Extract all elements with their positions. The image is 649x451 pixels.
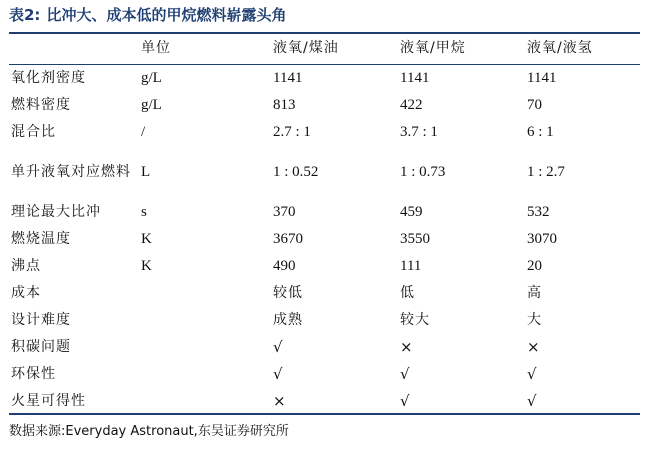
cell-methane: 低 [400, 284, 415, 301]
row-label: 燃料密度 [11, 96, 71, 113]
row-unit: / [141, 123, 146, 140]
cell-kerosene: 较低 [273, 284, 303, 301]
row-unit [141, 279, 273, 306]
table-bottom-rule [9, 413, 640, 415]
cell-hydrogen: 6 : 1 [527, 123, 554, 140]
row-unit: L [141, 163, 151, 180]
row-label: 沸点 [11, 257, 41, 274]
row-unit: s [141, 203, 147, 220]
row-label: 理论最大比冲 [11, 203, 101, 220]
cell-methane: 3.7 : 1 [400, 123, 438, 140]
data-source-note: 数据来源:Everyday Astronaut,东吴证券研究所 [9, 424, 289, 439]
header-cell-unit: 单位 [141, 40, 171, 56]
table-row [9, 91, 640, 118]
row-label: 混合比 [11, 123, 56, 140]
table-row [9, 118, 640, 145]
row-label: 单升液氧对应燃料 [11, 163, 131, 180]
row-label: 积碳问题 [11, 338, 71, 355]
header-cell-empty [9, 32, 141, 64]
row-unit [141, 387, 273, 414]
row-unit: g/L [141, 96, 162, 113]
cell-hydrogen: 20 [527, 257, 542, 274]
table-row [9, 333, 640, 360]
cell-methane: 459 [400, 203, 423, 220]
cell-kerosene: × [273, 391, 286, 410]
table-row [9, 145, 640, 198]
row-label: 设计难度 [11, 311, 71, 328]
header-rule [9, 64, 640, 65]
cell-hydrogen: 1141 [527, 69, 557, 86]
cell-kerosene: 成熟 [273, 311, 303, 328]
cell-methane: 1 : 0.73 [400, 163, 446, 180]
cell-hydrogen: 532 [527, 203, 550, 220]
row-unit: K [141, 257, 152, 274]
cell-hydrogen: 70 [527, 96, 542, 113]
cell-methane: × [400, 337, 413, 356]
cell-methane: 较大 [400, 311, 430, 328]
row-unit [141, 306, 273, 333]
table-row [9, 360, 640, 387]
row-unit [141, 333, 273, 360]
cell-hydrogen: 高 [527, 284, 542, 301]
cell-hydrogen: 3070 [527, 230, 557, 247]
caption-number: 表2: [9, 6, 41, 24]
header-cell-kerosene: 液氧/煤油 [273, 40, 339, 56]
table-row [9, 64, 640, 91]
caption-title: 比冲大、成本低的甲烷燃料崭露头角 [46, 6, 287, 24]
cell-methane: 3550 [400, 230, 430, 247]
row-label: 燃烧温度 [11, 230, 71, 247]
row-unit: g/L [141, 69, 162, 86]
cell-kerosene: √ [273, 337, 283, 356]
cell-methane: 1141 [400, 69, 430, 86]
cell-kerosene: 370 [273, 203, 296, 220]
row-label: 成本 [11, 284, 41, 301]
cell-hydrogen: 大 [527, 311, 542, 328]
cell-methane: √ [400, 364, 410, 383]
cell-kerosene: 2.7 : 1 [273, 123, 311, 140]
table-row [9, 252, 640, 279]
cell-methane: 111 [400, 257, 422, 274]
cell-hydrogen: × [527, 337, 540, 356]
row-unit [141, 360, 273, 387]
table-header-row [9, 32, 640, 64]
header-cell-methane: 液氧/甲烷 [400, 40, 466, 56]
cell-kerosene: 3670 [273, 230, 303, 247]
cell-hydrogen: √ [527, 391, 537, 410]
cell-methane: √ [400, 391, 410, 410]
cell-hydrogen: 1 : 2.7 [527, 163, 565, 180]
row-label: 氧化剂密度 [11, 69, 86, 86]
cell-kerosene: 1141 [273, 69, 303, 86]
cell-hydrogen: √ [527, 364, 537, 383]
cell-kerosene: 813 [273, 96, 296, 113]
table-caption [9, 4, 639, 26]
table-row [9, 225, 640, 252]
propellant-comparison-table [9, 32, 640, 414]
table-row [9, 306, 640, 333]
row-label: 环保性 [11, 365, 56, 382]
table-row [9, 198, 640, 225]
header-cell-hydrogen: 液氧/液氢 [527, 40, 593, 56]
table-row [9, 279, 640, 306]
row-unit: K [141, 230, 152, 247]
cell-kerosene: 490 [273, 257, 296, 274]
table-row [9, 387, 640, 414]
cell-methane: 422 [400, 96, 423, 113]
cell-kerosene: 1 : 0.52 [273, 163, 319, 180]
row-label: 火星可得性 [11, 392, 86, 409]
cell-kerosene: √ [273, 364, 283, 383]
